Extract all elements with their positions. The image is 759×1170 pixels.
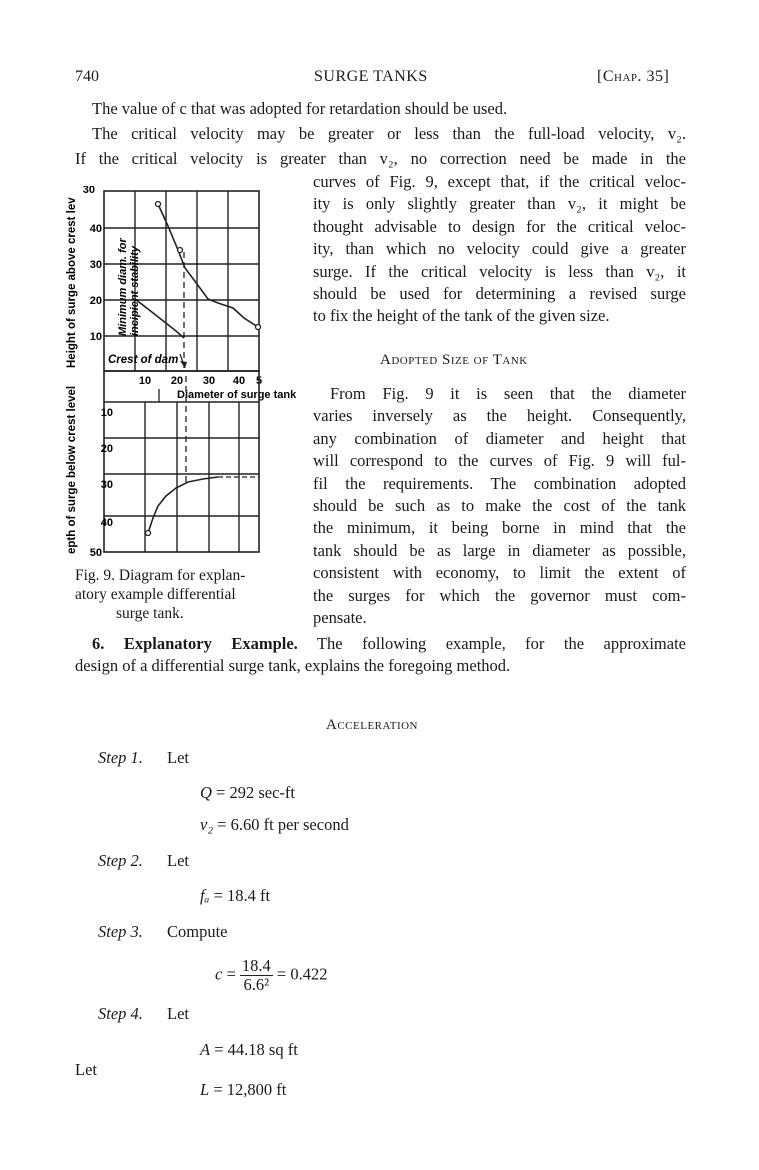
step-3-text: Compute (167, 922, 228, 941)
step-3-label: Step 3. (98, 922, 143, 941)
stability-label: Minimum diam. for (117, 238, 129, 336)
chapter-label: [Chap. 35] (597, 68, 670, 85)
example-heading: Explanatory Example. (123, 634, 298, 653)
lower-y-tick: 40 (100, 517, 113, 529)
x-tick: 30 (202, 375, 216, 387)
example-heading-number: 6. (92, 634, 105, 653)
lower-y-axis-label: epth of surge below crest level (66, 385, 78, 554)
x-tick: 5 (255, 375, 263, 387)
stability-label: incipient stability (129, 246, 141, 336)
x-axis-label: Diameter of surge tank (177, 389, 297, 401)
x-tick: 10 (138, 375, 152, 387)
acceleration-heading: Acceleration (326, 717, 418, 733)
figure-caption: Fig. 9. Diagram for explan- atory example differential surge tank. (75, 567, 246, 622)
lower-y-tick: 20 (100, 443, 113, 455)
step-2-label: Step 2. (98, 851, 143, 870)
section-paragraph: From Fig. 9 it is seen that the diameter varies inversely as the height. Consequently, any combination of diameter and height that will correspond to the curves of Fig. 9 will ful- fil the requirements. The combination adopted should be such as to make the cost of the tank the minimum, it being borne in mind that the tank should be as large in diameter as possible, consistent with economy, to limit the extent of the surges for which the governor must com- pensate. (313, 384, 686, 628)
x-tick: 20 (170, 375, 184, 387)
upper-y-tick: 10 (89, 331, 102, 343)
example-text-2: design of a differential surge tank, explains the foregoing method. (75, 656, 511, 676)
upper-panel (66, 186, 261, 371)
upper-y-tick: 40 (89, 223, 102, 235)
running-title: SURGE TANKS (314, 68, 428, 85)
section-heading: Adopted Size of Tank (380, 352, 528, 368)
equation-l: L = 12,800 ft (200, 1080, 287, 1099)
crest-of-dam-label: Crest of dam (108, 354, 179, 366)
equation-a: A = 44.18 sq ft (200, 1040, 298, 1059)
example-paragraph (75, 633, 686, 678)
lower-y-tick: 50 (89, 547, 102, 556)
step-4-text: Let (167, 1004, 189, 1023)
figure-9-diagram (58, 186, 300, 556)
intro-line-3: If the critical velocity is greater than v₂, no correction need be made in the (75, 149, 686, 168)
step-1-label: Step 1. (98, 748, 143, 767)
page-number: 740 (75, 68, 99, 85)
upper-y-tick: 30 (89, 259, 102, 271)
intro-line-2: The critical velocity may be greater or less than the full-load velocity, v₂. (92, 124, 686, 143)
equation-c: c = $\frac{18.4}{\text{6.6²}}$ = 0.422 (215, 956, 328, 994)
equation-fa: fₐ = 18.4 ft (200, 886, 271, 905)
intro-line-1: The value of c that was adopted for retardation should be used. (92, 99, 508, 118)
step-4-label: Step 4. (98, 1004, 143, 1023)
equation-v2: v₂ = 6.60 ft per second (200, 815, 349, 834)
wrap-paragraph: curves of Fig. 9, except that, if the critical veloc- ity is only slightly greater than v₂, it might be thought advisable to design for the critical veloc- ity, than which no velocity could give a greater surge. If the critical velocity is less than v₂, it should be used for determining a revised surge to fix the height of the tank of the given size. (313, 172, 686, 326)
upper-y-axis-label: Height of surge above crest lev (66, 197, 78, 368)
upper-y-tick: 30 (82, 186, 95, 196)
step-2-text: Let (167, 851, 189, 870)
equation-q: Q = 292 sec-ft (200, 783, 295, 802)
example-text: The following example, for the approximate (316, 634, 686, 653)
fraction: $\frac{18.4}{\text{6.6²}}$ (241, 956, 271, 994)
lower-y-tick: 30 (100, 479, 113, 491)
let-text: Let (75, 1060, 97, 1079)
x-tick: 40 (232, 375, 246, 387)
lower-y-tick: 10 (100, 407, 113, 419)
upper-y-tick: 20 (89, 295, 102, 307)
step-1-text: Let (167, 748, 189, 767)
